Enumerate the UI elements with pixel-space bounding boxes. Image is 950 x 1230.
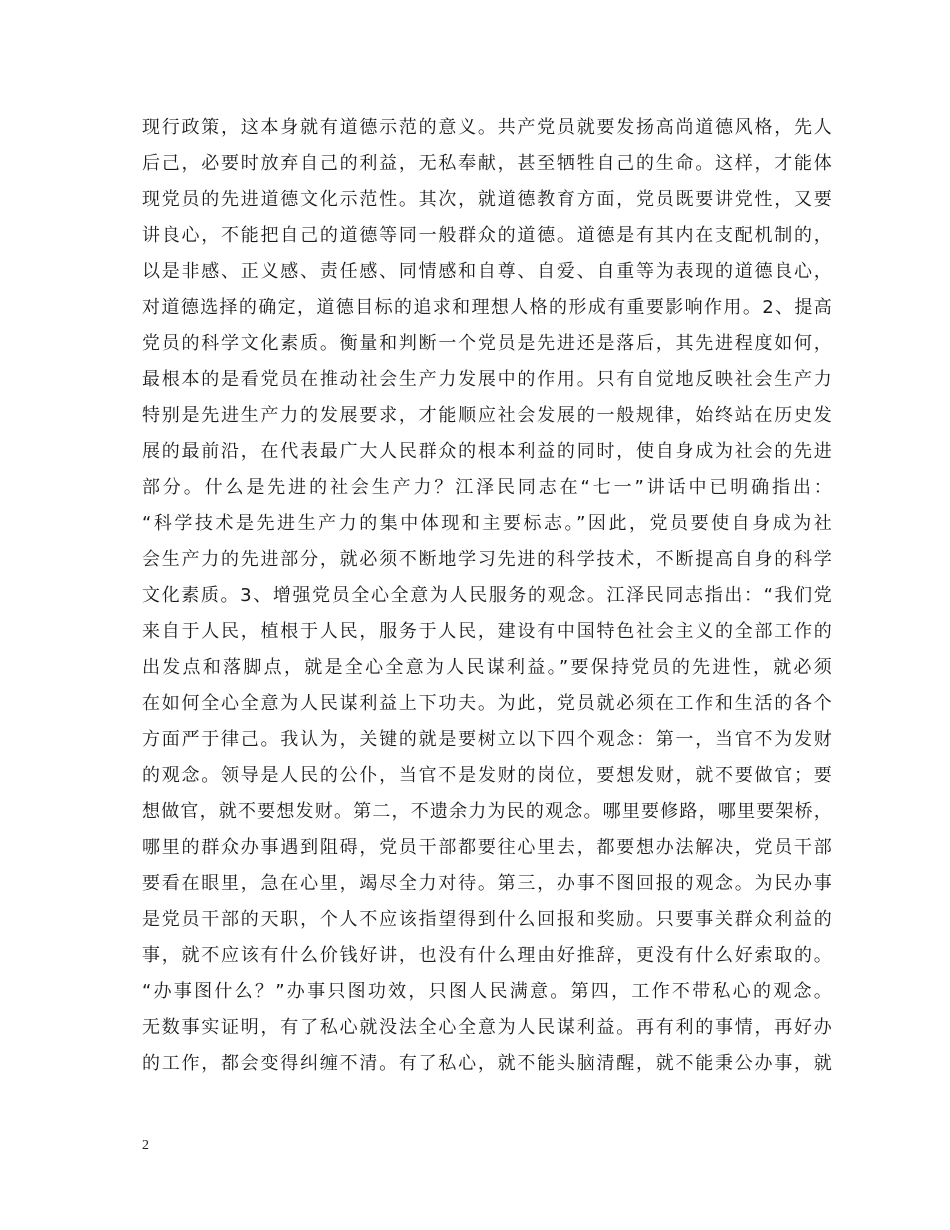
text-line: 现行政策，这本身就有道德示范的意义。共产党员就要发扬高尚道德风格，先人 — [142, 117, 832, 138]
text-line: 现党员的先进道德文化示范性。其次，就道德教育方面，党员既要讲党性，又要 — [142, 189, 832, 210]
text-line: 方面严于律己。我认为，关键的就是要树立以下四个观念：第一，当官不为发财 — [142, 729, 832, 750]
text-line: 以是非感、正义感、责任感、同情感和自尊、自爱、自重等为表现的道德良心， — [142, 261, 832, 282]
text-line: 想做官，就不要想发财。第二，不遗余力为民的观念。哪里要修路，哪里要架桥， — [142, 801, 832, 822]
text-line: 文化素质。3、增强党员全心全意为人民服务的观念。江泽民同志指出：“我们党 — [142, 585, 832, 606]
text-line: 讲良心，不能把自己的道德等同一般群众的道德。道德是有其内在支配机制的， — [142, 225, 832, 246]
text-line: 的工作，都会变得纠缠不清。有了私心，就不能头脑清醒，就不能秉公办事，就 — [142, 1053, 832, 1074]
text-line: 哪里的群众办事遇到阻碍，党员干部都要往心里去，都要想办法解决，党员干部 — [142, 837, 832, 858]
text-line: 出发点和落脚点，就是全心全意为人民谋利益。”要保持党员的先进性，就必须 — [142, 657, 832, 678]
body-text — [142, 110, 832, 1082]
text-line: 部分。什么是先进的社会生产力？江泽民同志在“七一”讲话中已明确指出： — [142, 477, 832, 498]
text-line: 来自于人民，植根于人民，服务于人民，建设有中国特色社会主义的全部工作的 — [142, 621, 832, 642]
text-line: 后己，必要时放弃自己的利益，无私奉献，甚至牺牲自己的生命。这样，才能体 — [142, 153, 832, 174]
text-line: 是党员干部的天职，个人不应该指望得到什么回报和奖励。只要事关群众利益的 — [142, 909, 832, 930]
text-line: 的观念。领导是人民的公仆，当官不是发财的岗位，要想发财，就不要做官；要 — [142, 765, 832, 786]
text-line: 最根本的是看党员在推动社会生产力发展中的作用。只有自觉地反映社会生产力 — [142, 369, 832, 390]
page-number: 2 — [142, 1138, 149, 1153]
text-line: 事，就不应该有什么价钱好讲，也没有什么理由好推辞，更没有什么好索取的。 — [142, 945, 832, 966]
text-line: 对道德选择的确定，道德目标的追求和理想人格的形成有重要影响作用。2、提高 — [142, 297, 832, 318]
text-line: 在如何全心全意为人民谋利益上下功夫。为此，党员就必须在工作和生活的各个 — [142, 693, 832, 714]
text-line: “科学技术是先进生产力的集中体现和主要标志。”因此，党员要使自身成为社 — [142, 513, 832, 534]
text-line: “办事图什么？”办事只图功效，只图人民满意。第四，工作不带私心的观念。 — [142, 981, 832, 1002]
text-line: 展的最前沿，在代表最广大人民群众的根本利益的同时，使自身成为社会的先进 — [142, 441, 832, 462]
text-line: 党员的科学文化素质。衡量和判断一个党员是先进还是落后，其先进程度如何， — [142, 333, 832, 354]
text-line: 要看在眼里，急在心里，竭尽全力对待。第三，办事不图回报的观念。为民办事 — [142, 873, 832, 894]
text-line: 无数事实证明，有了私心就没法全心全意为人民谋利益。再有利的事情，再好办 — [142, 1017, 832, 1038]
text-line: 会生产力的先进部分，就必须不断地学习先进的科学技术，不断提高自身的科学 — [142, 549, 832, 570]
text-line: 特别是先进生产力的发展要求，才能顺应社会发展的一般规律，始终站在历史发 — [142, 405, 832, 426]
